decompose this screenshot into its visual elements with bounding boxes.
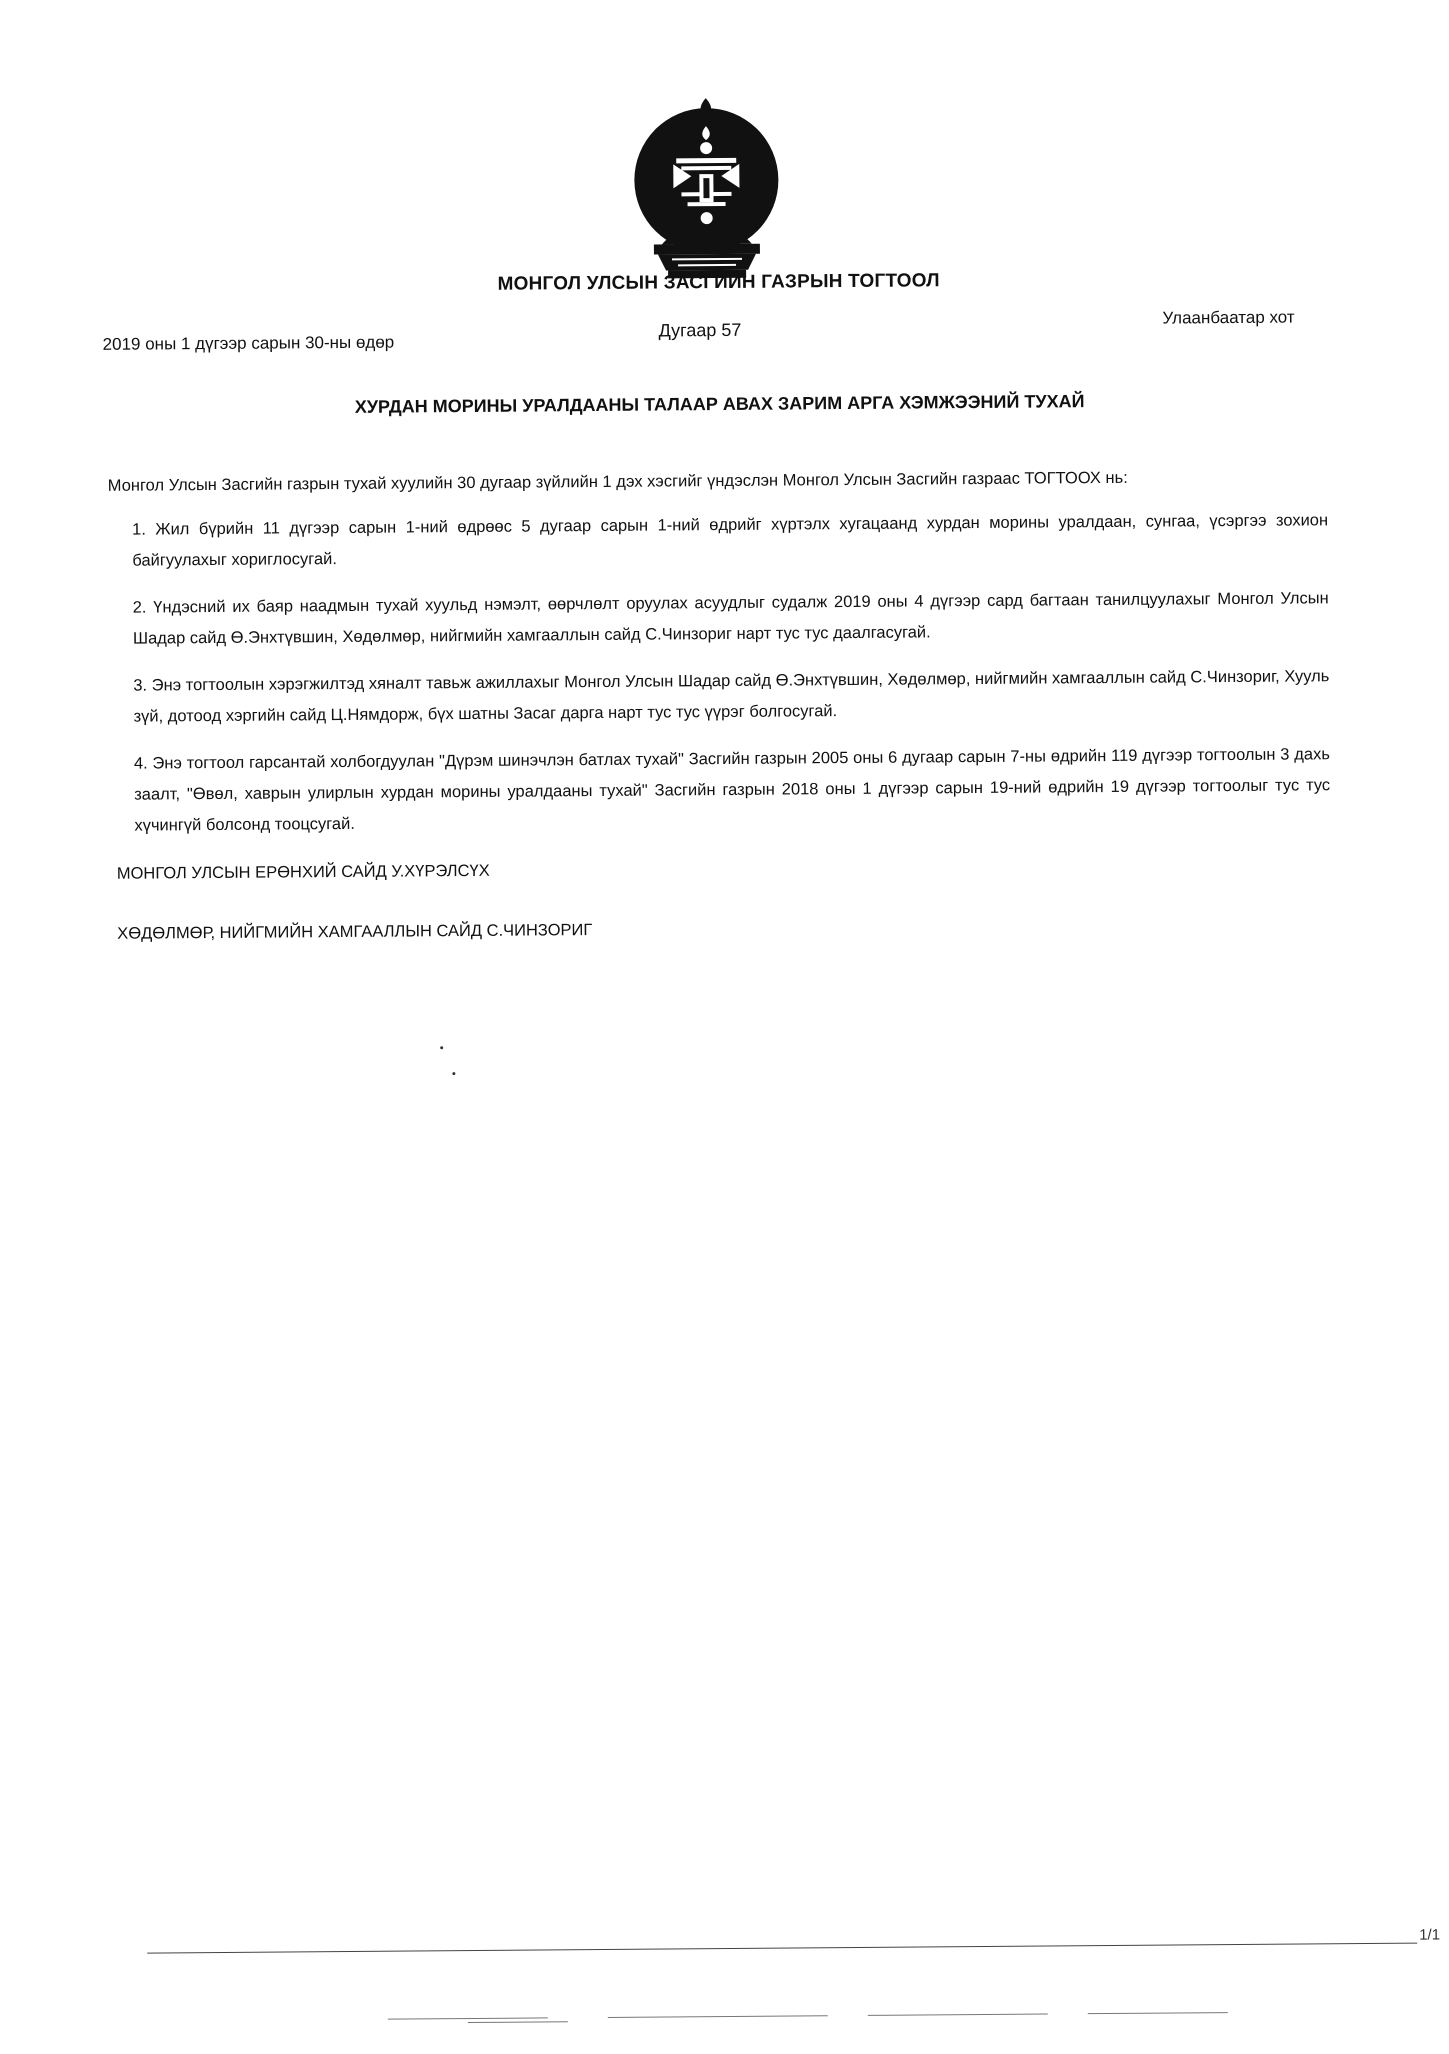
decree-city: Улаанбаатар хот (1162, 307, 1295, 328)
signature-labour-minister: ХӨДӨЛМӨР, НИЙГМИЙН ХАМГААЛЛЫН САЙД С.ЧИНЗОРИГ (117, 921, 593, 943)
decree-number: Дугаар 57 (658, 319, 742, 341)
mongolia-state-emblem-icon (621, 93, 792, 284)
scan-speck (440, 1046, 443, 1049)
scan-artifact-line (608, 2015, 828, 2018)
scan-artifact-line (868, 2013, 1048, 2015)
scan-artifact-line (1088, 2012, 1228, 2014)
scan-artifact-line (468, 2021, 568, 2023)
decree-item-3: 3. Энэ тогтоолын хэрэгжилтэд хяналт тавьж ажиллахыг Монгол Улсын Шадар сайд Ө.Энхтүвшин, Хөдөлмөр, нийгмийн хамгааллын сайд С.Чинзориг, Хууль зүй, дотоод хэргийн сайд Ц.Нямдорж, бүх шатны Засаг дарга нарт тус тус үүрэг болгосугай. (133, 667, 1330, 726)
page-number: 1/1 (1419, 1926, 1441, 1944)
decree-item-2: 2. Үндэсний их баяр наадмын тухай хуульд нэмэлт, өөрчлөлт оруулах асуудлыг судалж 2019 оны 4 дүгээр сард багтаан танилцуулахыг Монгол Улсын Шадар сайд Ө.Энхтүвшин, Хөдөлмөр, нийгмийн хамгааллын сайд С.Чинзориг нарт тус тус даалгасугай. (132, 589, 1329, 648)
decree-item-4: 4. Энэ тогтоол гарсантай холбогдуулан "Дүрэм шинэчлэн батлах тухай" Засгийн газрын 2005 оны 6 дугаар сарын 7-ны өдрийн 119 дүгээр тогтоолын 3 дахь заалт, "Өвөл, хаврын улирлын хурдан морины уралдааны тухай" Засгийн газрын 2018 оны 1 дүгээр сарын 19-ний өдрийн 19 дүгээр тогтоолыг тус тус хүчингүй болсонд тооцсугай. (133, 745, 1331, 835)
document-heading: МОНГОЛ УЛСЫН ЗАСГИЙН ГАЗРЫН ТОГТООЛ (497, 270, 940, 295)
signature-prime-minister: МОНГОЛ УЛСЫН ЕРӨНХИЙ САЙД У.ХҮРЭЛСҮХ (116, 861, 490, 883)
scan-speck (452, 1072, 455, 1075)
decree-preamble: Монгол Улсын Засгийн газрын тухай хуулийн 30 дугаар зүйлийн 1 дэх хэсгийг үндэслэн Монгол Улсын Засгийн газраас ТОГТООХ нь: (107, 468, 1128, 495)
scan-artifact-line (388, 2017, 548, 2019)
decree-date: 2019 оны 1 дүгээр сарын 30-ны өдөр (102, 332, 395, 354)
decree-items (132, 505, 1331, 857)
decree-item-1: 1. Жил бүрийн 11 дүгээр сарын 1-ний өдрөөс 5 дугаар сарын 1-ний өдрийг хүртэлх хугацаанд хурдан морины уралдаан, сунгаа, үсэргээ зохион байгуулахыг хориглосугай. (132, 511, 1329, 570)
decree-title: ХУРДАН МОРИНЫ УРАЛДААНЫ ТАЛААР АВАХ ЗАРИМ АРГА ХЭМЖЭЭНИЙ ТУХАЙ (354, 391, 1085, 417)
footer-rule (147, 1943, 1417, 1954)
